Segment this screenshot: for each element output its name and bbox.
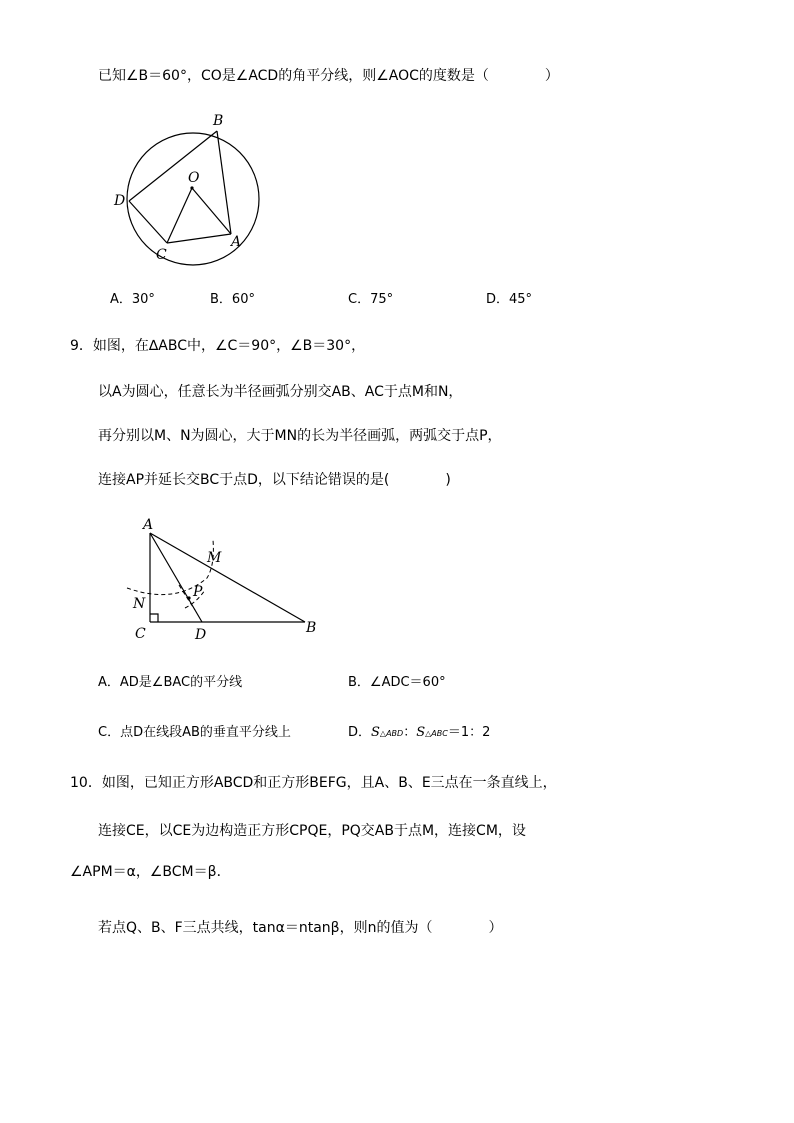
label-O: O xyxy=(188,170,200,186)
q8-option-a: A．30° xyxy=(110,292,155,307)
q9-option-b: B．∠ADC＝60° xyxy=(348,675,446,690)
ratio-value: ＝1：2 xyxy=(447,725,491,740)
label-C: C xyxy=(135,626,146,642)
q9-line4: 连接AP并延长交BC于点D，以下结论错误的是( ) xyxy=(98,472,451,488)
q10-line4: 若点Q、B、F三点共线，tanα＝ntanβ，则n的值为（ ） xyxy=(98,920,503,936)
q10-line2: 连接CE，以CE为边构造正方形CPQE，PQ交AB于点M，连接CM，设 xyxy=(98,823,526,839)
label-N: N xyxy=(133,596,146,612)
q9-option-d xyxy=(348,724,490,743)
q9-line2: 以A为圆心，任意长为半径画弧分别交AB、AC于点M和N， xyxy=(98,384,463,400)
label-B: B xyxy=(213,113,224,129)
label-A: A xyxy=(143,517,154,533)
q8-stem: 已知∠B＝60°，CO是∠ACD的角平分线，则∠AOC的度数是（ ） xyxy=(98,68,559,84)
q8-option-b: B．60° xyxy=(210,292,255,307)
label-A: A xyxy=(231,234,242,250)
label-D: D xyxy=(114,193,126,209)
q10-stem: 10．如图，已知正方形ABCD和正方形BEFG，且A、B、E三点在一条直线上， xyxy=(70,775,557,791)
label-P: P xyxy=(193,584,203,600)
q9-line3: 再分别以M、N为圆心，大于MN的长为半径画弧，两弧交于点P， xyxy=(98,428,502,444)
area-sub2: △ABC xyxy=(425,729,448,738)
q9-triangle-figure xyxy=(115,510,335,645)
label-M: M xyxy=(207,550,222,566)
label-D: D xyxy=(195,627,207,643)
q8-option-d: D．45° xyxy=(486,292,533,307)
q9-option-c: C．点D在线段AB的垂直平分线上 xyxy=(98,725,291,740)
area-s2: S xyxy=(416,725,426,740)
area-s1: S xyxy=(371,725,380,740)
q9-option-d-prefix: D． xyxy=(348,725,372,740)
label-C: C xyxy=(156,247,167,263)
q10-line3: ∠APM＝α，∠BCM＝β． xyxy=(70,864,231,880)
q9-stem: 9．如图，在∆ABC中，∠C＝90°，∠B＝30°， xyxy=(70,338,366,354)
q9-option-a: A．AD是∠BAC的平分线 xyxy=(98,675,243,690)
ratio-colon: ： xyxy=(403,725,417,740)
label-B: B xyxy=(306,620,317,636)
q8-option-c: C．75° xyxy=(348,292,394,307)
area-sub1: △ABD xyxy=(379,729,404,738)
q8-circle-figure xyxy=(100,108,360,278)
